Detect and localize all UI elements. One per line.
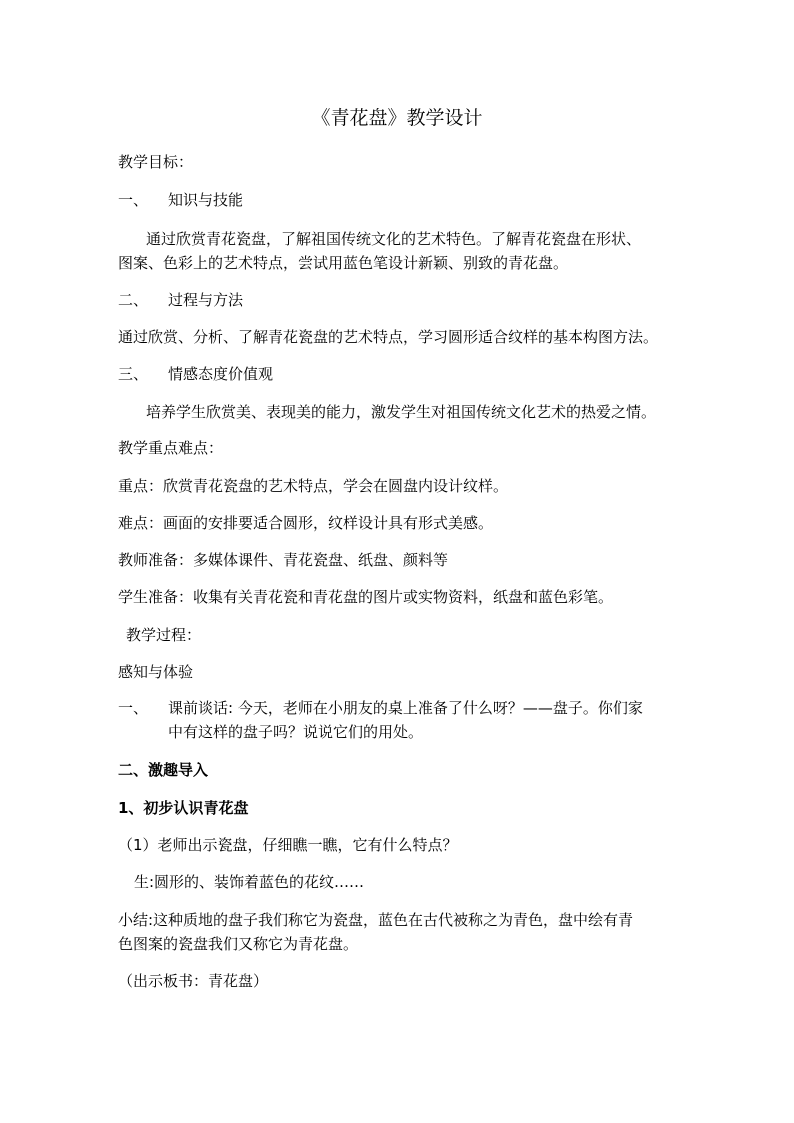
section-3-number: 三、 (118, 365, 149, 383)
section-2-paragraph: 通过欣赏、分析、了解青花瓷盘的艺术特点，学习圆形适合纹样的基本构图方法。 (118, 328, 659, 346)
section-1-paragraph-line-2: 图案、色彩上的艺术特点，尝试用蓝色笔设计新颖、别致的青花盘。 (118, 254, 569, 272)
section-1-number: 一、 (118, 191, 149, 209)
summary-line-1: 小结:这种质地的盘子我们称它为瓷盘，蓝色在古代被称之为青色，盘中绘有青 (118, 911, 634, 929)
process-item-1-number: 一、 (118, 699, 149, 717)
section-1-paragraph-line-1: 通过欣赏青花瓷盘，了解祖国传统文化的艺术特色。了解青花瓷盘在形状、 (146, 230, 642, 248)
subsection-heading: 1、初步认识青花盘 (118, 799, 249, 817)
section-1-heading (118, 190, 243, 210)
teacher-preparation: 教师准备：多媒体课件、青花瓷盘、纸盘、颜料等 (118, 551, 449, 569)
difficult-point: 难点：画面的安排要适合圆形，纹样设计具有形式美感。 (118, 514, 494, 532)
perceive-heading: 感知与体验 (118, 663, 194, 681)
goals-label: 教学目标： (118, 153, 194, 171)
process-item-1-line-1: 课前谈话: 今天，老师在小朋友的桌上准备了什么呀？——盘子。你们家 (168, 699, 643, 717)
document-title: 《青花盘》教学设计 (311, 107, 483, 129)
section-1-title: 知识与技能 (168, 191, 244, 209)
summary-line-2: 色图案的瓷盘我们又称它为青花盘。 (118, 935, 359, 953)
section-3-heading (118, 364, 273, 384)
section-3-title: 情感态度价值观 (168, 365, 274, 383)
process-item-1-line-2: 中有这样的盘子吗？说说它们的用处。 (168, 723, 424, 741)
section-2-title: 过程与方法 (168, 291, 244, 309)
process-item-1 (118, 698, 643, 718)
student-preparation: 学生准备：收集有关青花瓷和青花盘的图片或实物资料，纸盘和蓝色彩笔。 (118, 588, 614, 606)
process-label: 教学过程： (126, 626, 202, 644)
section-2-heading (118, 290, 243, 310)
section-2-number: 二、 (118, 291, 149, 309)
answer-1: 生:圆形的、装饰着蓝色的花纹…… (134, 873, 365, 891)
question-1: （1）老师出示瓷盘，仔细瞧一瞧，它有什么特点？ (118, 836, 458, 854)
key-points-label: 教学重点难点： (118, 439, 224, 457)
key-point: 重点：欣赏青花瓷盘的艺术特点，学会在圆盘内设计纹样。 (118, 477, 509, 495)
section-3-paragraph: 培养学生欣赏美、表现美的能力，激发学生对祖国传统文化艺术的热爱之情。 (146, 403, 657, 421)
board-note: （出示板书：青花盘） (118, 972, 269, 990)
section-intro-heading: 二、激趣导入 (118, 761, 209, 779)
